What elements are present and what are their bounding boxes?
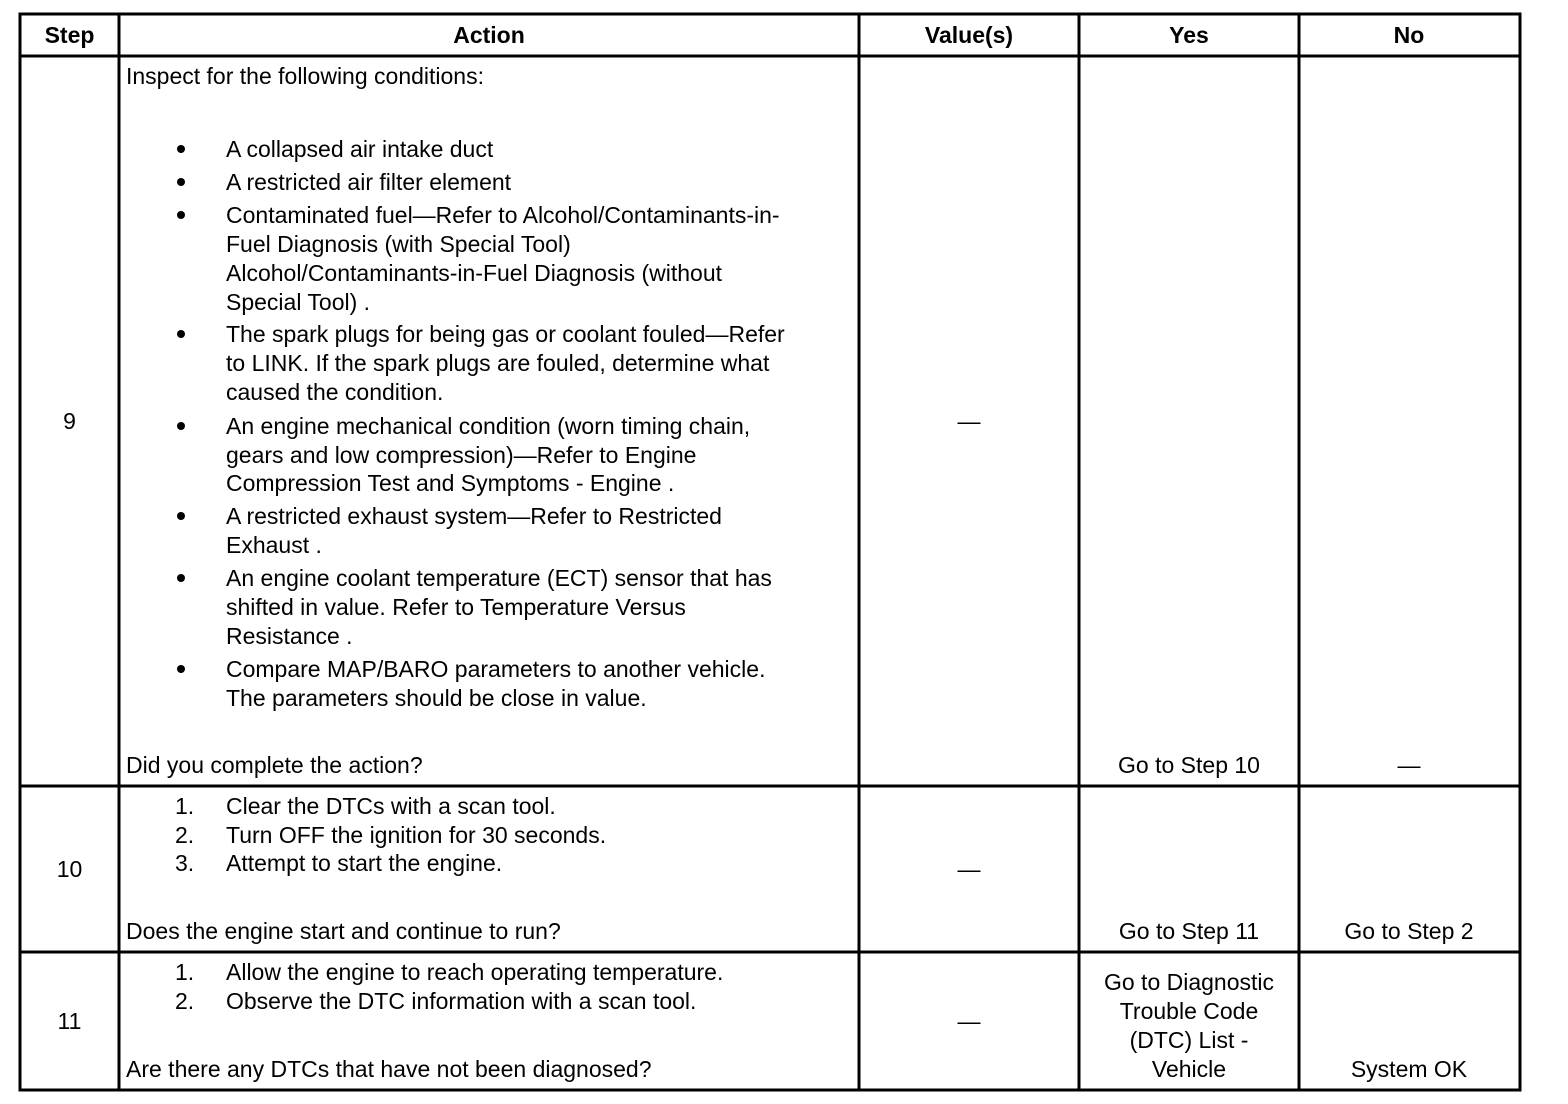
bullet-line: Alcohol/Contaminants-in-Fuel Diagnosis (without: [226, 260, 723, 286]
list-item: Observe the DTC information with a scan tool.: [226, 988, 697, 1014]
value-cell: —: [957, 856, 981, 882]
header-values: Value(s): [924, 22, 1014, 48]
action-intro: Inspect for the following conditions:: [126, 63, 484, 89]
list-item: Allow the engine to reach operating temperature.: [226, 959, 724, 985]
bullet-line: to LINK. If the spark plugs are fouled, determine what: [226, 350, 770, 376]
action-question: Did you complete the action?: [126, 752, 423, 778]
list-item: Attempt to start the engine.: [226, 850, 503, 876]
list-number: 2.: [175, 822, 195, 848]
list-number: 1.: [175, 793, 195, 819]
value-cell: —: [957, 1008, 981, 1034]
bullet-line: An engine mechanical condition (worn timing chain,: [226, 413, 751, 439]
header-action: Action: [453, 22, 525, 48]
list-item: Clear the DTCs with a scan tool.: [226, 793, 556, 819]
yes-cell: Go to Step 11: [1118, 918, 1260, 944]
no-cell: —: [1397, 752, 1421, 778]
bullet-dot: [177, 211, 185, 219]
list-item: Turn OFF the ignition for 30 seconds.: [226, 822, 607, 848]
bullet-line: Fuel Diagnosis (with Special Tool): [226, 231, 571, 257]
bullet-line: shifted in value. Refer to Temperature Versus: [226, 594, 686, 620]
bullet-dot: [177, 178, 185, 186]
bullet-line: Exhaust .: [226, 532, 322, 558]
yes-cell: Vehicle: [1151, 1056, 1227, 1082]
bullet-dot: [177, 330, 185, 338]
bullet-line: A restricted air filter element: [226, 169, 512, 195]
bullet-line: gears and low compression)—Refer to Engine: [226, 442, 697, 468]
value-cell: —: [957, 408, 981, 434]
bullet-line: The parameters should be close in value.: [226, 685, 647, 711]
action-question: Does the engine start and continue to run?: [126, 918, 561, 944]
bullet-dot: [177, 665, 185, 673]
bullet-dot: [177, 574, 185, 582]
bullet-dot: [177, 422, 185, 430]
yes-cell: (DTC) List -: [1129, 1027, 1249, 1053]
list-number: 3.: [175, 850, 195, 876]
bullet-line: caused the condition.: [226, 379, 444, 405]
bullet-line: A restricted exhaust system—Refer to Restricted: [226, 503, 722, 529]
header-yes: Yes: [1169, 22, 1209, 48]
header-step: Step: [44, 22, 95, 48]
list-number: 2.: [175, 988, 195, 1014]
yes-cell: Go to Diagnostic: [1103, 969, 1275, 995]
header-no: No: [1393, 22, 1425, 48]
step-number: 9: [63, 408, 76, 434]
bullet-line: Compare MAP/BARO parameters to another vehicle.: [226, 656, 766, 682]
step-number: 10: [56, 856, 83, 882]
bullet-line: Resistance .: [226, 623, 353, 649]
yes-cell: Go to Step 10: [1118, 752, 1260, 778]
bullet-line: Compression Test and Symptoms - Engine .: [226, 470, 675, 496]
bullet-line: Special Tool) .: [226, 289, 371, 315]
list-number: 1.: [175, 959, 195, 985]
action-question: Are there any DTCs that have not been diagnosed?: [126, 1056, 652, 1082]
bullet-line: A collapsed air intake duct: [226, 136, 494, 162]
bullet-line: An engine coolant temperature (ECT) sensor that has: [226, 565, 772, 591]
bullet-dot: [177, 512, 185, 520]
no-cell: System OK: [1350, 1056, 1468, 1082]
yes-cell: Trouble Code: [1119, 998, 1259, 1024]
bullet-line: The spark plugs for being gas or coolant fouled—Refer: [226, 321, 785, 347]
bullet-dot: [177, 145, 185, 153]
no-cell: Go to Step 2: [1344, 918, 1474, 944]
bullet-line: Contaminated fuel—Refer to Alcohol/Contaminants-in-: [226, 202, 780, 228]
step-number: 11: [57, 1008, 82, 1034]
